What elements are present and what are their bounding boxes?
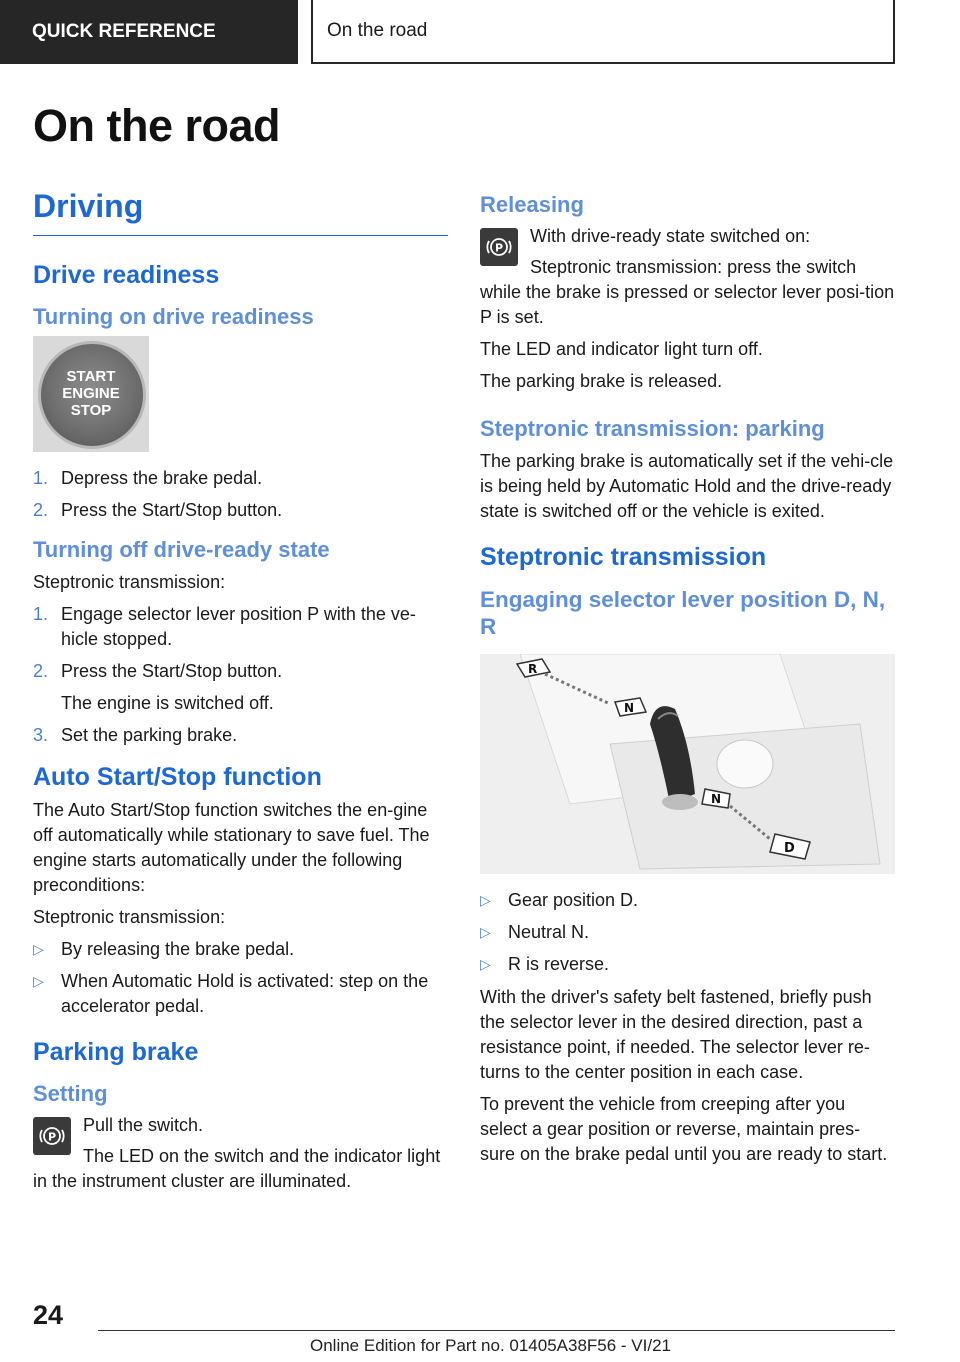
start-engine-stop-image (33, 336, 149, 452)
auto-start-text: The Auto Start/Stop function switches the en-gine off automatically while stationary to save fuel. The engine starts automatically under the following preconditions: (33, 799, 430, 895)
header-tab-quick-reference: QUICK REFERENCE (0, 0, 298, 64)
triangle-bullet-icon: ▷ (33, 940, 44, 957)
heading-releasing: Releasing (480, 192, 584, 217)
svg-text:P: P (494, 241, 504, 255)
list-item: 3. Set the parking brake. (33, 724, 238, 745)
footer-edition: Online Edition for Part no. 01405A38F56 - VI/21 (310, 1336, 672, 1355)
triangle-bullet-icon: ▷ (33, 972, 44, 989)
gear-bullets (480, 888, 895, 977)
gear-p1: With the driver's safety belt fastened, briefly push the selector lever in the desired direction, past a resistance point, if needed. The selector lever re-turns to the center position in each case. (480, 986, 872, 1082)
gear-selector-image (480, 654, 895, 874)
gear-label-n-lower: N (711, 791, 722, 806)
list-item: 1. Engage selector lever position P with the ve-hicle stopped. (33, 603, 416, 649)
list-item: ▷ Neutral N. (480, 920, 895, 945)
heading-turning-on: Turning on drive readiness (33, 304, 314, 329)
steptronic-parking-text: The parking brake is automatically set if the vehi-cle is being held by Automatic Hold and the drive-ready state is switched off or the vehicle is exited. (480, 450, 894, 521)
auto-start-intro: Steptronic transmission: (33, 906, 226, 927)
heading-driving: Driving (33, 188, 448, 236)
gear-label-r: R (528, 661, 538, 676)
page-title: On the road (33, 100, 281, 151)
parking-brake-icon (480, 228, 518, 266)
footer-divider (98, 1330, 895, 1331)
gear-p2: To prevent the vehicle from creeping after you select a gear position or reverse, maintain pres-sure on the brake pedal until you are ready to start. (480, 1093, 888, 1164)
heading-turning-off: Turning off drive-ready state (33, 537, 330, 563)
gear-label-n-upper: N (624, 700, 635, 715)
list-item: ▷ By releasing the brake pedal. (33, 937, 448, 962)
heading-drive-readiness: Drive readiness (33, 261, 220, 289)
left-column (33, 188, 448, 1201)
list-item: 2. Press the Start/Stop button. The engine is switched off. (33, 660, 283, 713)
page-number: 24 (33, 1300, 64, 1330)
releasing-p3: The parking brake is released. (480, 371, 723, 392)
releasing-p2: The LED and indicator light turn off. (480, 339, 763, 360)
setting-line2: The LED on the switch and the indicator light in the instrument cluster are illuminated. (33, 1146, 441, 1192)
triangle-bullet-icon: ▷ (480, 891, 491, 908)
header-section-title: On the road (311, 0, 895, 64)
start-button-label: START ENGINE STOP (62, 368, 120, 420)
setting-line1: Pull the switch. (83, 1115, 204, 1136)
turn-off-steps (33, 602, 448, 748)
list-item: ▷ Gear position D. (480, 888, 895, 913)
releasing-line1: With drive-ready state switched on: (530, 226, 811, 247)
releasing-block (480, 224, 895, 330)
setting-block (33, 1113, 448, 1194)
heading-steptronic-parking: Steptronic transmission: parking (480, 416, 825, 442)
heading-engaging-selector: Engaging selector lever position D, N, R (480, 586, 886, 639)
heading-setting: Setting (33, 1080, 108, 1106)
triangle-bullet-icon: ▷ (480, 955, 491, 972)
triangle-bullet-icon: ▷ (480, 923, 491, 940)
list-item: ▷ R is reverse. (480, 952, 895, 977)
heading-parking-brake: Parking brake (33, 1037, 199, 1066)
gear-label-d: D (784, 840, 795, 856)
svg-text:P: P (47, 1130, 57, 1144)
auto-start-bullets (33, 937, 448, 1019)
heading-steptronic-transmission: Steptronic transmission (480, 542, 767, 571)
turn-off-intro: Steptronic transmission: (33, 571, 226, 592)
parking-brake-icon (33, 1117, 71, 1155)
list-item: 2. Press the Start/Stop button. (33, 500, 283, 521)
heading-auto-start-stop: Auto Start/Stop function (33, 762, 322, 791)
list-item: 1. Depress the brake pedal. (33, 468, 263, 489)
right-column (480, 192, 895, 1174)
releasing-line2: Steptronic transmission: press the switch while the brake is pressed or selector lever posi-tion P is set. (480, 257, 895, 328)
turn-on-steps (33, 466, 448, 523)
list-item: ▷ When Automatic Hold is activated: step on the accelerator pedal. (33, 970, 429, 1016)
